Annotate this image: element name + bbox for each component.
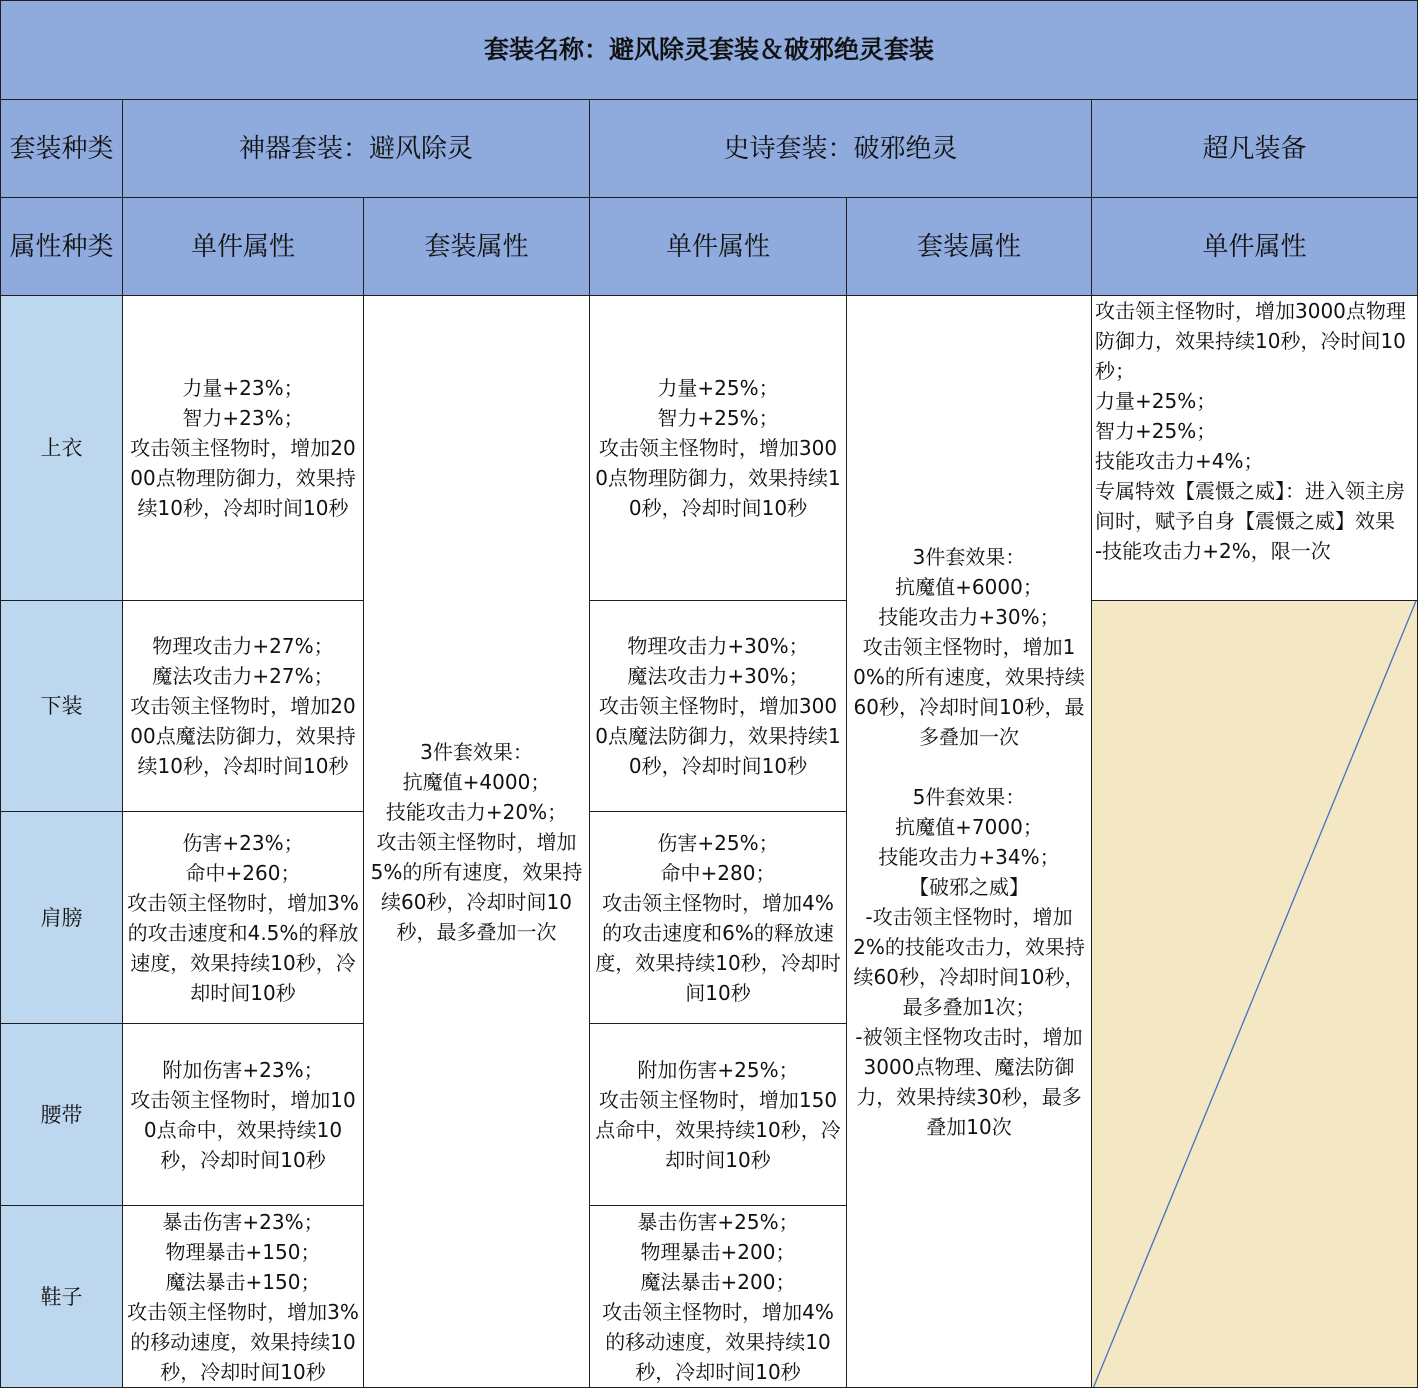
epic-shoulder-attr: 伤害+25%； 命中+280； 攻击领主怪物时，增加4%的攻击速度和6%的释放速度，效果持续10秒，冷却时间10秒 (590, 812, 847, 1024)
transcendent-empty-cell (1092, 601, 1418, 1388)
artifact-bottom-attr: 物理攻击力+27%； 魔法攻击力+27%； 攻击领主怪物时，增加2000点魔法防御力，效果持续10秒，冷却时间10秒 (123, 601, 364, 812)
transcendent-top-attr: 攻击领主怪物时，增加3000点物理防御力，效果持续10秒，冷时间10秒； 力量+25%； 智力+25%； 技能攻击力+4%； 专属特效【震慑之威】：进入领主房间时，赋予自身【震慑之威】效果 -技能攻击力+2%，限一次 (1092, 296, 1418, 601)
artifact-top-attr: 力量+23%； 智力+23%； 攻击领主怪物时，增加2000点物理防御力，效果持续10秒，冷却时间10秒 (123, 296, 364, 601)
set-type-label: 套装种类 (1, 100, 123, 198)
artifact-shoes-attr: 暴击伤害+23%； 物理暴击+150； 魔法暴击+150； 攻击领主怪物时，增加3%的移动速度，效果持续10秒，冷却时间10秒 (123, 1206, 364, 1388)
epic-set-header: 史诗套装：破邪绝灵 (590, 100, 1092, 198)
epic-top-attr: 力量+25%； 智力+25%； 攻击领主怪物时，增加3000点物理防御力，效果持续10秒，冷却时间10秒 (590, 296, 847, 601)
artifact-belt-attr: 附加伤害+23%； 攻击领主怪物时，增加100点命中，效果持续10秒，冷却时间10秒 (123, 1024, 364, 1206)
slot-top: 上衣 (1, 296, 123, 601)
artifact-set-attr-header: 套装属性 (364, 198, 590, 296)
epic-set-attr-header: 套装属性 (847, 198, 1092, 296)
artifact-set-attr: 3件套效果： 抗魔值+4000； 技能攻击力+20%； 攻击领主怪物时，增加5%的所有速度，效果持续60秒，冷却时间10秒，最多叠加一次 (364, 296, 590, 1388)
artifact-single-header: 单件属性 (123, 198, 364, 296)
epic-shoes-attr: 暴击伤害+25%； 物理暴击+200； 魔法暴击+200； 攻击领主怪物时，增加4%的移动速度，效果持续10秒，冷却时间10秒 (590, 1206, 847, 1388)
slot-shoes: 鞋子 (1, 1206, 123, 1388)
transcendent-single-header: 单件属性 (1092, 198, 1418, 296)
attr-type-label: 属性种类 (1, 198, 123, 296)
slot-belt: 腰带 (1, 1024, 123, 1206)
epic-belt-attr: 附加伤害+25%； 攻击领主怪物时，增加150点命中，效果持续10秒，冷却时间10秒 (590, 1024, 847, 1206)
artifact-set-header: 神器套装：避风除灵 (123, 100, 590, 198)
slot-shoulder: 肩膀 (1, 812, 123, 1024)
epic-single-header: 单件属性 (590, 198, 847, 296)
table-title: 套装名称：避风除灵套装＆破邪绝灵套装 (1, 1, 1418, 100)
epic-set-attr: 3件套效果： 抗魔值+6000； 技能攻击力+30%； 攻击领主怪物时，增加10%的所有速度，效果持续60秒，冷却时间10秒，最多叠加一次 5件套效果： 抗魔值+7000； 技能攻击力+34%； 【破邪之威】 -攻击领主怪物时，增加2%的技能攻击力，效果持续60秒，冷却时间10秒，最多叠加1次； -被领主怪物攻击时，增加3000点物理、魔法防御力，效果持续30秒，最多叠加10次 (847, 296, 1092, 1388)
artifact-shoulder-attr: 伤害+23%； 命中+260； 攻击领主怪物时，增加3%的攻击速度和4.5%的释放速度，效果持续10秒，冷却时间10秒 (123, 812, 364, 1024)
slot-bottom: 下装 (1, 601, 123, 812)
epic-bottom-attr: 物理攻击力+30%； 魔法攻击力+30%； 攻击领主怪物时，增加3000点魔法防御力，效果持续10秒，冷却时间10秒 (590, 601, 847, 812)
transcendent-header: 超凡装备 (1092, 100, 1418, 198)
diagonal-line (1092, 601, 1418, 1388)
